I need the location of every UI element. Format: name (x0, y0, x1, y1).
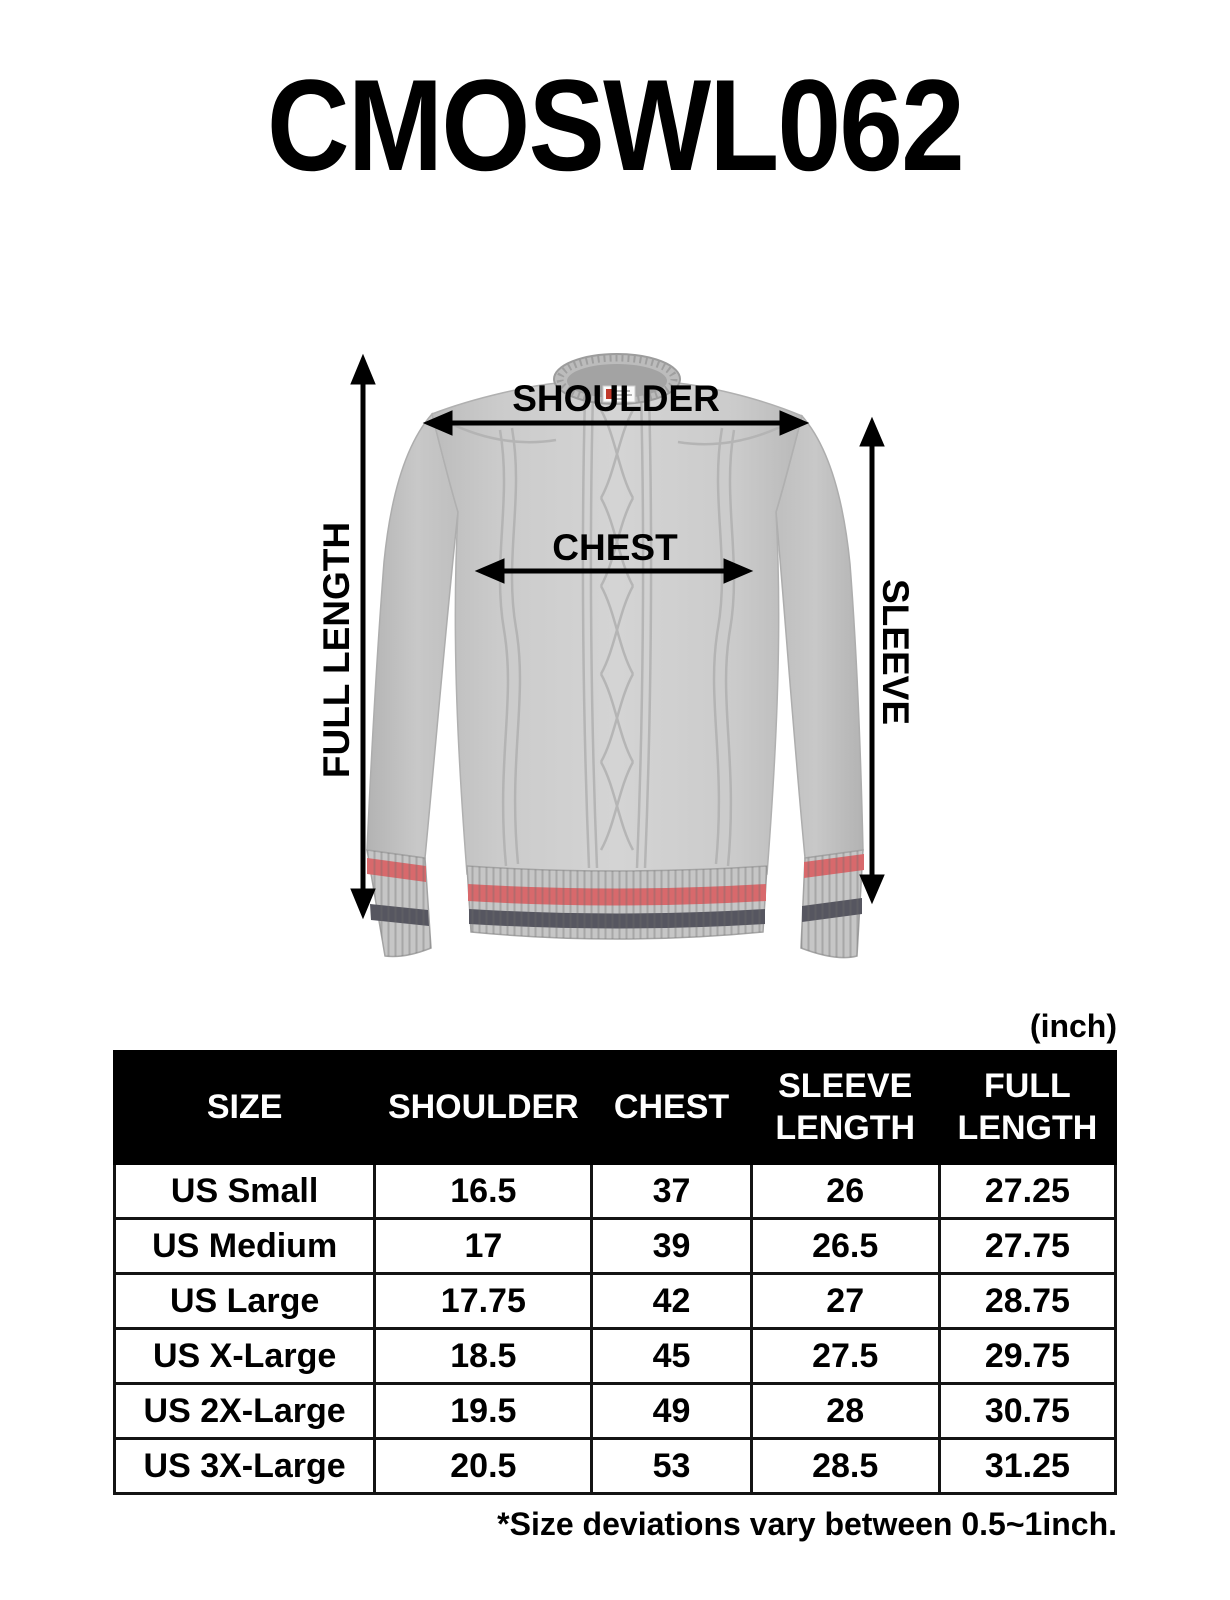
unit-label: (inch) (1029, 1008, 1117, 1044)
full-length-measure-label: FULL LENGTH (316, 521, 357, 779)
full-length-cell: 27.25 (939, 1164, 1115, 1219)
size-row-3xlarge (115, 1439, 1116, 1494)
sleeve-measure-label: SLEEVE (875, 579, 916, 725)
size-cell: US 3X-Large (115, 1439, 375, 1494)
size-cell: US Small (115, 1164, 375, 1219)
shoulder-measure-label: SHOULDER (512, 378, 720, 419)
sleeve-length-cell: 26 (751, 1164, 939, 1219)
full-length-cell: 29.75 (939, 1329, 1115, 1384)
shoulder-cell: 19.5 (375, 1384, 592, 1439)
shoulder-cell: 16.5 (375, 1164, 592, 1219)
header-size: SIZE (115, 1052, 375, 1164)
size-deviation-note: *Size deviations vary between 0.5~1inch. (497, 1506, 1117, 1542)
product-code-title: CMOSWL062 (266, 52, 964, 198)
chest-cell: 39 (592, 1219, 751, 1274)
full-length-cell: 27.75 (939, 1219, 1115, 1274)
size-cell: US 2X-Large (115, 1384, 375, 1439)
size-row-medium (115, 1219, 1116, 1274)
size-cell: US Large (115, 1274, 375, 1329)
chest-cell: 45 (592, 1329, 751, 1384)
header-chest: CHEST (592, 1052, 751, 1164)
chest-cell: 42 (592, 1274, 751, 1329)
full-length-cell: 31.25 (939, 1439, 1115, 1494)
sleeve-length-cell: 26.5 (751, 1219, 939, 1274)
chest-measure-label: CHEST (552, 527, 678, 568)
sleeve-length-cell: 27 (751, 1274, 939, 1329)
full-length-cell: 30.75 (939, 1384, 1115, 1439)
size-row-small (115, 1164, 1116, 1219)
shoulder-cell: 20.5 (375, 1439, 592, 1494)
full-length-cell: 28.75 (939, 1274, 1115, 1329)
chest-cell: 53 (592, 1439, 751, 1494)
right-sleeve (776, 416, 863, 858)
size-table (113, 1050, 1117, 1495)
shoulder-cell: 17 (375, 1219, 592, 1274)
left-sleeve (367, 414, 458, 858)
sleeve-length-cell: 28 (751, 1384, 939, 1439)
chest-cell: 49 (592, 1384, 751, 1439)
size-row-2xlarge (115, 1384, 1116, 1439)
shoulder-cell: 17.75 (375, 1274, 592, 1329)
sleeve-length-cell: 28.5 (751, 1439, 939, 1494)
sweater-diagram-svg (0, 300, 1230, 990)
hem-band (460, 860, 775, 950)
right-cuff (795, 845, 875, 965)
chest-cell: 37 (592, 1164, 751, 1219)
sweater-measurement-diagram (0, 300, 1230, 990)
sleeve-length-cell: 27.5 (751, 1329, 939, 1384)
header-shoulder: SHOULDER (375, 1052, 592, 1164)
hem-rib-texture (460, 860, 775, 950)
left-cuff (360, 845, 440, 965)
size-table-header-row (115, 1052, 1116, 1164)
size-row-xlarge (115, 1329, 1116, 1384)
shoulder-cell: 18.5 (375, 1329, 592, 1384)
size-cell: US X-Large (115, 1329, 375, 1384)
header-sleeve-length: SLEEVE LENGTH (751, 1052, 939, 1164)
size-row-large (115, 1274, 1116, 1329)
size-cell: US Medium (115, 1219, 375, 1274)
header-full-length: FULL LENGTH (939, 1052, 1115, 1164)
